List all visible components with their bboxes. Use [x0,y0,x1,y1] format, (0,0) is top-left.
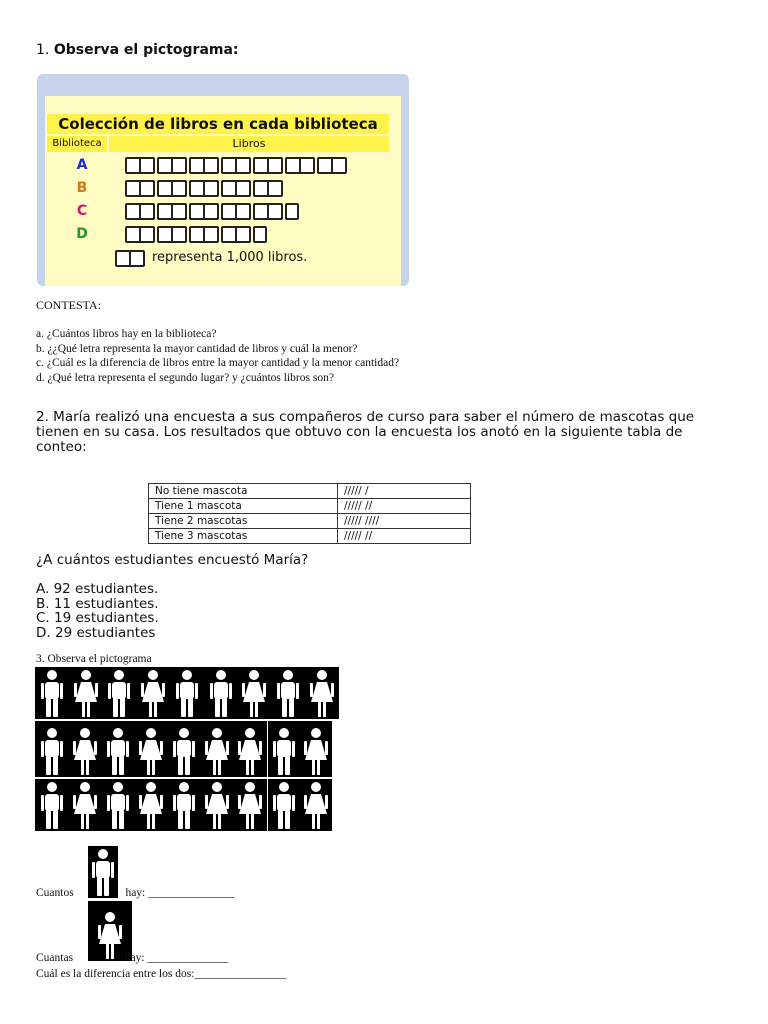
man-icon [106,781,130,831]
book-icon [125,157,155,174]
woman-icon [238,781,262,831]
library-pictogram [37,74,409,286]
count-women-line [36,952,228,964]
column-header-biblioteca: Biblioteca [47,136,107,152]
man-icon [172,781,196,831]
option-a: A. 92 estudiantes. [36,581,159,597]
book-icon [221,226,251,243]
library-row [47,200,389,222]
q1-number: 1. [36,42,50,58]
book-row [125,226,267,244]
woman-icon [139,727,163,777]
book-icon [189,203,219,220]
q2-question: ¿A cuántos estudiantes encuestó María? [36,552,309,568]
cuantas-label: Cuantas [36,952,74,964]
tally-marks: ///// / [338,484,471,499]
tally-marks: ///// // [338,499,471,514]
tally-label: Tiene 3 mascotas [149,529,338,544]
man-icon [107,669,131,719]
book-icon [125,203,155,220]
people-row-1 [35,667,339,719]
library-letter: C [76,203,88,219]
man-icon [276,669,300,719]
book-icon [221,203,251,220]
book-icon [253,157,283,174]
q1-heading [36,42,239,58]
book-key-icon [115,250,145,267]
library-letter: D [76,226,88,242]
tally-label: Tiene 2 mascotas [149,514,338,529]
book-icon [157,226,187,243]
table-row [149,529,471,544]
woman-icon [304,727,328,777]
half-book-icon [253,226,267,243]
woman-icon [73,781,97,831]
library-letter: A [76,157,88,173]
woman-icon [304,781,328,831]
woman-icon [205,781,229,831]
book-row [125,180,283,198]
man-icon [106,727,130,777]
man-icon [172,727,196,777]
hay-men-blank: hay: _______________ [125,887,235,899]
book-icon [189,226,219,243]
question-a: a. ¿Cuántos libros hay en la biblioteca? [36,328,217,340]
book-icon [157,203,187,220]
people-row-2b [268,721,332,777]
question-d: d. ¿Qué letra representa el segundo lugar? y ¿cuántos libros son? [36,372,334,384]
book-icon [125,180,155,197]
book-row [125,157,347,175]
man-icon [40,727,64,777]
man-icon [40,669,64,719]
book-icon [221,180,251,197]
people-row-3b [268,779,332,831]
woman-icon [141,669,165,719]
option-d: D. 29 estudiantes [36,625,156,641]
library-row [47,177,389,199]
book-icon [253,180,283,197]
tally-marks: ///// //// [338,514,471,529]
contesta-label: CONTESTA: [36,298,102,312]
woman-icon [205,727,229,777]
column-header-libros: Libros [109,136,389,152]
book-icon [317,157,347,174]
library-row [47,154,389,176]
book-icon [125,226,155,243]
woman-icon [73,727,97,777]
option-b: B. 11 estudiantes. [36,596,159,612]
woman-icon [242,669,266,719]
table-row [149,484,471,499]
book-icon [157,180,187,197]
woman-icon [139,781,163,831]
book-row [125,203,299,221]
tally-marks: ///// // [338,529,471,544]
book-icon [253,203,283,220]
hay-women-blank: hay: ______________ [124,952,228,964]
pictogram-title: Colección de libros en cada biblioteca [47,114,389,134]
book-icon [189,157,219,174]
count-men-line [36,887,234,899]
man-icon [40,781,64,831]
man-icon [272,727,296,777]
table-row [149,514,471,529]
book-icon [189,180,219,197]
man-icon [272,781,296,831]
people-row-3a [35,779,267,831]
half-book-icon [285,203,299,220]
people-row-2a [35,721,267,777]
question-b: b. ¿¿Qué letra representa la mayor cantidad de libros y cuál la menor? [36,343,358,355]
library-letter: B [76,180,88,196]
woman-icon [238,727,262,777]
woman-icon [310,669,334,719]
book-icon [285,157,315,174]
q2-text: 2. María realizó una encuesta a sus compañeros de curso para saber el número de mascotas que tienen en su casa. Los resultados que obtuvo con la encuesta los anotó en la siguiente tabla de conteo: [36,409,695,455]
tally-label: Tiene 1 mascota [149,499,338,514]
library-row [47,223,389,245]
man-icon [209,669,233,719]
book-icon [221,157,251,174]
man-icon [175,669,199,719]
difference-question: Cuál es la diferencia entre los dos:________________ [36,968,287,980]
table-row [149,499,471,514]
q3-heading: 3. Observa el pictograma [36,653,152,665]
cuantos-label: Cuantos [36,887,74,899]
woman-icon [74,669,98,719]
tally-label: No tiene mascota [149,484,338,499]
tally-table [148,483,471,544]
book-icon [157,157,187,174]
question-c: c. ¿Cuál es la diferencia de libros entre la mayor cantidad y la menor cantidad? [36,357,400,369]
option-c: C. 19 estudiantes. [36,610,159,626]
q1-title: Observa el pictograma: [53,42,239,58]
pictogram-key: representa 1,000 libros. [152,250,308,265]
